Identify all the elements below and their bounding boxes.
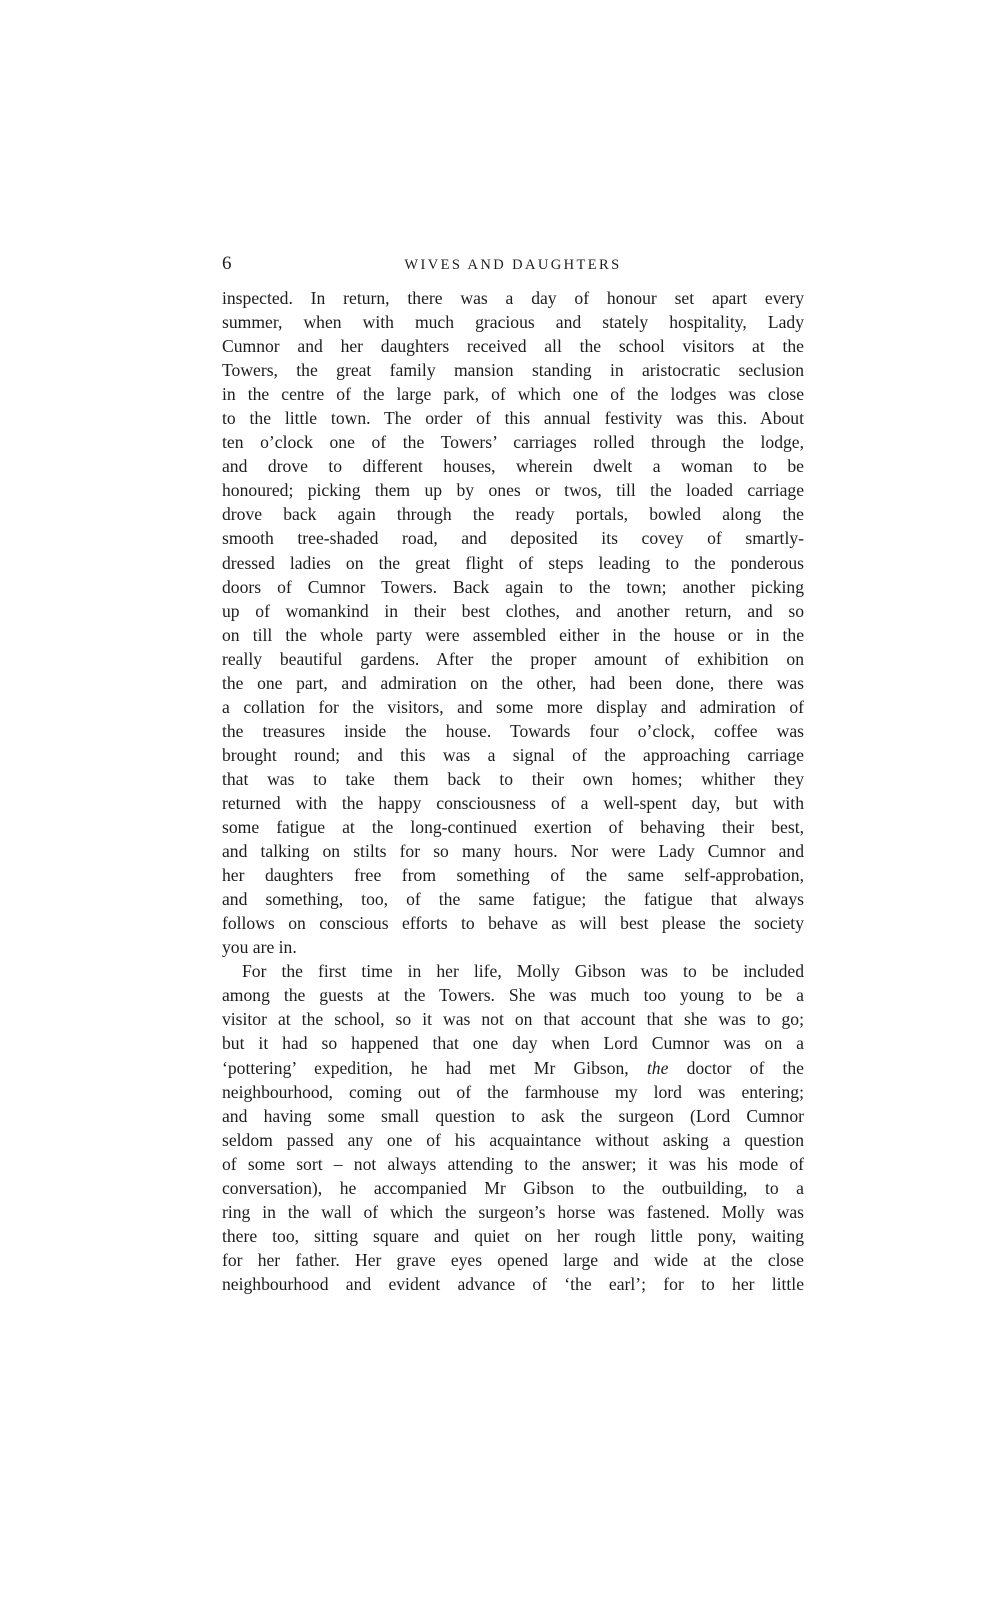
text-line: doors of Cumnor Towers. Back again to the town; another picking: [222, 576, 804, 597]
text-line: ring in the wall of which the surgeon’s horse was fastened. Molly was: [222, 1201, 804, 1222]
text-line: the one part, and admiration on the other, had been done, there was: [222, 672, 804, 693]
text-line: conversation), he accompanied Mr Gibson to the outbuilding, to a: [222, 1177, 804, 1198]
text-line: among the guests at the Towers. She was much too young to be a: [222, 985, 804, 1006]
text-line: there too, sitting square and quiet on her rough little pony, waiting: [222, 1225, 804, 1246]
text-line: neighbourhood, coming out of the farmhouse my lord was entering;: [222, 1081, 804, 1102]
paragraph: [222, 959, 804, 1296]
text-line: Towers, the great family mansion standing in aristocratic seclusion: [222, 360, 804, 381]
text-line: on till the whole party were assembled either in the house or in the: [222, 624, 804, 645]
text-line: smooth tree-shaded road, and deposited its covey of smartly-: [222, 528, 804, 549]
text-line: but it had so happened that one day when Lord Cumnor was on a: [222, 1033, 804, 1054]
text-line: up of womankind in their best clothes, and another return, and so: [222, 600, 804, 621]
running-head: [222, 252, 804, 280]
text-line: inspected. In return, there was a day of honour set apart every: [222, 288, 804, 308]
text-line: for her father. Her grave eyes opened large and wide at the close: [222, 1249, 804, 1270]
text-line: dressed ladies on the great flight of steps leading to the ponderous: [222, 552, 804, 573]
text-line: visitor at the school, so it was not on that account that she was to go;: [222, 1009, 804, 1030]
text-line: you are in.: [222, 937, 297, 958]
text-line: to the little town. The order of this annual festivity was this. About: [222, 408, 804, 429]
running-title: WIVES AND DAUGHTERS: [404, 257, 622, 273]
text-line: a collation for the visitors, and some more display and admiration of: [222, 696, 804, 717]
text-line: in the centre of the large park, of which one of the lodges was close: [222, 384, 804, 405]
text-line: the treasures inside the house. Towards four o’clock, coffee was: [222, 720, 804, 741]
text-line: neighbourhood and evident advance of ‘the earl’; for to her little: [222, 1273, 804, 1294]
page-number: 6: [222, 253, 232, 274]
text-line: and something, too, of the same fatigue; the fatigue that always: [222, 889, 804, 910]
paragraph: [222, 286, 804, 959]
text-line: seldom passed any one of his acquaintance without asking a question: [222, 1129, 804, 1150]
text-line: ten o’clock one of the Towers’ carriages rolled through the lodge,: [222, 432, 804, 453]
text-line: brought round; and this was a signal of the approaching carriage: [222, 744, 804, 765]
body-text: [222, 286, 804, 1296]
text-line: some fatigue at the long-continued exertion of behaving their best,: [222, 817, 804, 838]
text-line: really beautiful gardens. After the proper amount of exhibition on: [222, 648, 804, 669]
text-line: Cumnor and her daughters received all the school visitors at the: [222, 336, 804, 357]
text-line: follows on conscious efforts to behave as will best please the society: [222, 913, 804, 934]
text-line: and having some small question to ask the surgeon (Lord Cumnor: [222, 1105, 804, 1126]
text-line: her daughters free from something of the same self-approbation,: [222, 865, 804, 886]
text-line: summer, when with much gracious and stately hospitality, Lady: [222, 312, 804, 333]
text-line: of some sort – not always attending to the answer; it was his mode of: [222, 1153, 804, 1174]
text-line-with-italic: [222, 1056, 804, 1080]
text-line: returned with the happy consciousness of a well-spent day, but with: [222, 792, 804, 813]
text-line: that was to take them back to their own homes; whither they: [222, 768, 804, 789]
text-line: honoured; picking them up by ones or twos, till the loaded carriage: [222, 480, 804, 501]
text-line: and drove to different houses, wherein dwelt a woman to be: [222, 456, 804, 477]
text-line: For the first time in her life, Molly Gibson was to be included: [242, 961, 804, 982]
text-segment: ‘pottering’ expedition, he had met Mr Gibson,: [222, 1057, 629, 1078]
italic-emphasis: the: [646, 1057, 669, 1078]
text-segment: doctor of the: [686, 1057, 804, 1078]
text-line: and talking on stilts for so many hours. Nor were Lady Cumnor and: [222, 841, 804, 862]
text-line: drove back again through the ready portals, bowled along the: [222, 504, 804, 525]
